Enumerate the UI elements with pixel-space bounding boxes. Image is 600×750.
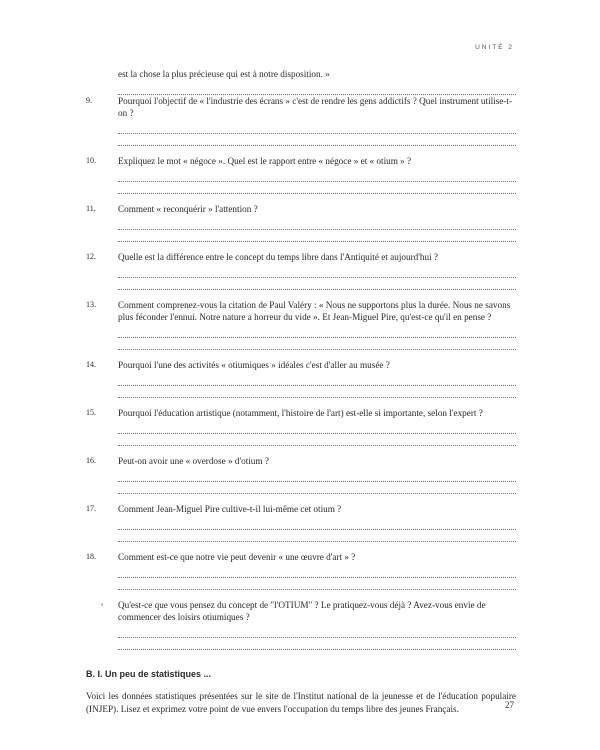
question-item (86, 359, 516, 398)
question-text: Peut-on avoir une « overdose » d'otium ? (118, 456, 269, 466)
question-text: Comment est-ce que notre vie peut devenir « une œuvre d'art » ? (118, 552, 356, 562)
question-item (86, 551, 516, 590)
intro-line (86, 68, 516, 95)
question-text: Quelle est la différence entre le concept du temps libre dans l'Antiquité et aujourd'hui ? (118, 252, 438, 262)
answer-line[interactable] (118, 266, 516, 278)
page-number: 27 (505, 700, 514, 710)
question-number: 15. (86, 408, 96, 417)
question-text: Pourquoi l'objectif de « l'industrie des écrans » c'est de rendre les gens addictifs ? Quel instrument utilise-t-on ? (118, 96, 513, 118)
question-text: Comment Jean-Miguel Pire cultive-t-il lui-même cet otium ? (118, 504, 342, 514)
answer-line[interactable] (118, 518, 516, 530)
worksheet (86, 68, 516, 715)
question-text: Expliquez le mot « négoce ». Quel est le rapport entre « négoce » et « otium » ? (118, 156, 412, 166)
question-number: 13. (86, 300, 96, 309)
answer-line[interactable] (118, 434, 516, 446)
answer-line[interactable] (118, 482, 516, 494)
question-number: 17. (86, 504, 96, 513)
question-item (86, 299, 516, 350)
answer-line[interactable] (118, 182, 516, 194)
answer-line[interactable] (118, 134, 516, 146)
answer-line[interactable] (118, 530, 516, 542)
question-number: 12. (86, 252, 96, 261)
answer-line[interactable] (118, 374, 516, 386)
extra-question-text: Qu'est-ce que vous pensez du concept de "l'OTIUM" ? Le pratiquez-vous déjà ? Avez-vous envie de commencer des loisirs otiumiques ? (118, 600, 486, 622)
question-text: Pourquoi l'une des activités « otiumiques » idéales c'est d'aller au musée ? (118, 360, 390, 370)
question-number: 16. (86, 456, 96, 465)
question-number: 11. (86, 204, 96, 213)
answer-line[interactable] (118, 470, 516, 482)
answer-line[interactable] (118, 170, 516, 182)
section-title: B. I. Un peu de statistiques ... (86, 669, 212, 679)
answer-line[interactable] (118, 338, 516, 350)
answer-line[interactable] (118, 566, 516, 578)
intro-text: est la chose la plus précieuse qui est à notre disposition. » (118, 69, 330, 79)
question-item (86, 155, 516, 194)
question-text: Comment « reconquérir » l'attention ? (118, 204, 258, 214)
question-item (86, 203, 516, 242)
question-text: Comment comprenez-vous la citation de Paul Valéry : « Nous ne supportons plus la durée. Nous ne savons plus féconder l'ennui. Notre nature a horreur du vide ». Et Jean-Miguel Pire, qu'est-ce qu'il en pense ? (118, 300, 511, 322)
answer-line[interactable] (118, 122, 516, 134)
answer-line[interactable] (118, 83, 516, 95)
question-text: Pourquoi l'éducation artistique (notamment, l'histoire de l'art) est-elle si importante, selon l'expert ? (118, 408, 483, 418)
question-number: 10. (86, 156, 96, 165)
question-number: 18. (86, 552, 96, 561)
extra-question (86, 599, 516, 650)
question-list (86, 95, 516, 590)
unit-header: UNITÉ 2 (475, 44, 514, 51)
question-item (86, 455, 516, 494)
answer-line[interactable] (118, 278, 516, 290)
answer-line[interactable] (118, 230, 516, 242)
answer-line[interactable] (118, 386, 516, 398)
answer-line[interactable] (118, 578, 516, 590)
question-item (86, 503, 516, 542)
answer-line[interactable] (118, 326, 516, 338)
question-number: 9. (86, 96, 92, 105)
answer-line[interactable] (118, 218, 516, 230)
section-paragraph: Voici les données statistiques présentées sur le site de l'Institut national de la jeunesse et de l'éducation populaire (INJEP). Lisez et exprimez votre point de vue envers l'occupation du temps libre des jeunes Français. (86, 691, 516, 714)
answer-line[interactable] (118, 638, 516, 650)
question-number: 14. (86, 360, 96, 369)
bullet-icon: ◦ (100, 600, 104, 609)
answer-line[interactable] (118, 422, 516, 434)
question-item (86, 407, 516, 446)
answer-line[interactable] (118, 626, 516, 638)
question-item (86, 95, 516, 146)
question-item (86, 251, 516, 290)
